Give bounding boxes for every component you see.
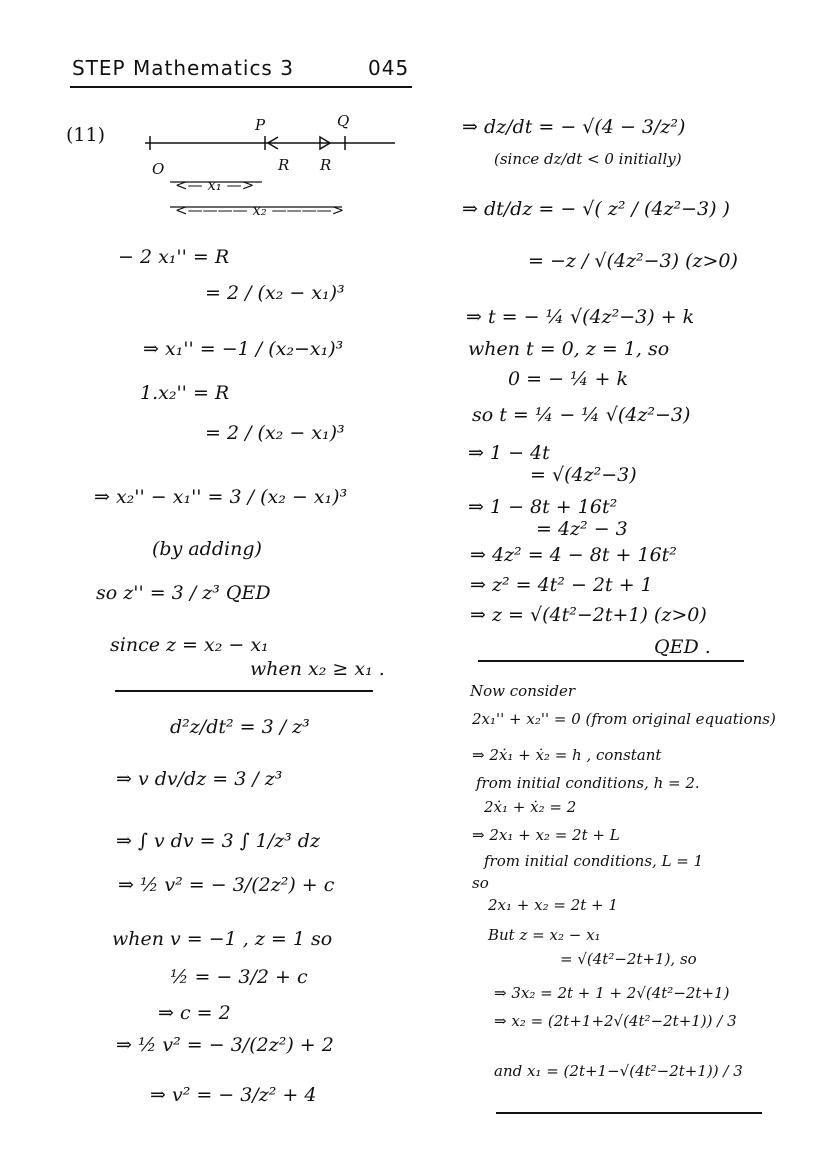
right-line-13: ⇒ 4z² = 4 − 8t + 16t² <box>470 544 677 566</box>
left-line-5: = 2 / (x₂ − x₁)³ <box>205 422 345 444</box>
right-line-6: when t = 0, z = 1, so <box>468 338 670 360</box>
left-line-9: since z = x₂ − x₁ <box>110 634 269 656</box>
left-divider <box>115 690 373 692</box>
right-line-10: = √(4z²−3) <box>530 464 637 486</box>
right2-line-5: 2ẋ₁ + ẋ₂ = 2 <box>484 798 577 816</box>
question-number: (11) <box>66 124 106 146</box>
label-r-right: R <box>320 156 332 174</box>
right2-line-3: ⇒ 2ẋ₁ + ẋ₂ = h , constant <box>472 746 662 764</box>
right-line-4: = −z / √(4z²−3) (z>0) <box>528 250 738 272</box>
left2-line-4: ⇒ ½ v² = − 3/(2z²) + c <box>118 874 335 896</box>
right-line-15: ⇒ z = √(4t²−2t+1) (z>0) <box>470 604 707 626</box>
right-line-1: ⇒ dz/dt = − √(4 − 3/z²) <box>462 116 686 138</box>
right2-line-1: Now consider <box>470 682 575 700</box>
right-line-5: ⇒ t = − ¼ √(4z²−3) + k <box>466 306 695 328</box>
label-p: P <box>255 116 266 134</box>
label-q: Q <box>337 112 350 130</box>
right2-line-7: from initial conditions, L = 1 <box>484 852 704 870</box>
left-line-1: − 2 x₁'' = R <box>118 246 230 268</box>
right2-line-8: so <box>472 874 489 892</box>
right2-line-11: = √(4t²−2t+1), so <box>560 950 697 968</box>
left-line-8: so z'' = 3 / z³ QED <box>96 582 271 604</box>
label-r-left: R <box>278 156 290 174</box>
left2-line-9: ⇒ v² = − 3/z² + 4 <box>150 1084 317 1106</box>
right2-line-9: 2x₁ + x₂ = 2t + 1 <box>488 896 618 914</box>
left-line-10: when x₂ ≥ x₁ . <box>250 658 385 680</box>
right2-line-13: ⇒ x₂ = (2t+1+2√(4t²−2t+1)) / 3 <box>494 1012 737 1030</box>
right-line-2: (since dz/dt < 0 initially) <box>494 150 682 168</box>
left-line-2: = 2 / (x₂ − x₁)³ <box>205 282 345 304</box>
right2-line-2: 2x₁'' + x₂'' = 0 (from original equations) <box>472 710 776 728</box>
label-x2: <———— x₂ ————> <box>175 201 345 219</box>
right-divider <box>478 660 744 662</box>
header-number: 045 <box>368 56 410 80</box>
right2-line-10: But z = x₂ − x₁ <box>488 926 601 944</box>
right-line-14: ⇒ z² = 4t² − 2t + 1 <box>470 574 653 596</box>
right-line-3: ⇒ dt/dz = − √( z² / (4z²−3) ) <box>462 198 730 220</box>
right2-line-14: and x₁ = (2t+1−√(4t²−2t+1)) / 3 <box>494 1062 743 1080</box>
left2-line-7: ⇒ c = 2 <box>158 1002 231 1024</box>
label-o: O <box>152 160 165 178</box>
right2-line-12: ⇒ 3x₂ = 2t + 1 + 2√(4t²−2t+1) <box>494 984 730 1002</box>
right-line-16: QED . <box>654 636 711 658</box>
left2-line-6: ½ = − 3/2 + c <box>170 966 308 988</box>
right-line-11: ⇒ 1 − 8t + 16t² <box>468 496 618 518</box>
right-bottom-rule <box>496 1112 762 1114</box>
right2-line-4: from initial conditions, h = 2. <box>476 774 700 792</box>
right-line-7: 0 = − ¼ + k <box>508 368 628 390</box>
left2-line-3: ⇒ ∫ v dv = 3 ∫ 1/z³ dz <box>116 830 320 852</box>
left2-line-5: when v = −1 , z = 1 so <box>112 928 333 950</box>
left2-line-2: ⇒ v dv/dz = 3 / z³ <box>116 768 283 790</box>
left2-line-1: d²z/dt² = 3 / z³ <box>170 716 310 738</box>
left-line-7: (by adding) <box>152 538 262 560</box>
header-underline <box>70 86 412 88</box>
label-x1: <— x₁ —> <box>175 176 255 194</box>
header-title: STEP Mathematics 3 <box>72 56 294 80</box>
left-line-3: ⇒ x₁'' = −1 / (x₂−x₁)³ <box>143 338 344 360</box>
left2-line-8: ⇒ ½ v² = − 3/(2z²) + 2 <box>116 1034 334 1056</box>
left-line-4: 1.x₂'' = R <box>140 382 230 404</box>
left-line-6: ⇒ x₂'' − x₁'' = 3 / (x₂ − x₁)³ <box>94 486 348 508</box>
right-line-9: ⇒ 1 − 4t <box>468 442 550 464</box>
right2-line-6: ⇒ 2x₁ + x₂ = 2t + L <box>472 826 620 844</box>
right-line-8: so t = ¼ − ¼ √(4z²−3) <box>472 404 691 426</box>
right-line-12: = 4z² − 3 <box>536 518 628 540</box>
